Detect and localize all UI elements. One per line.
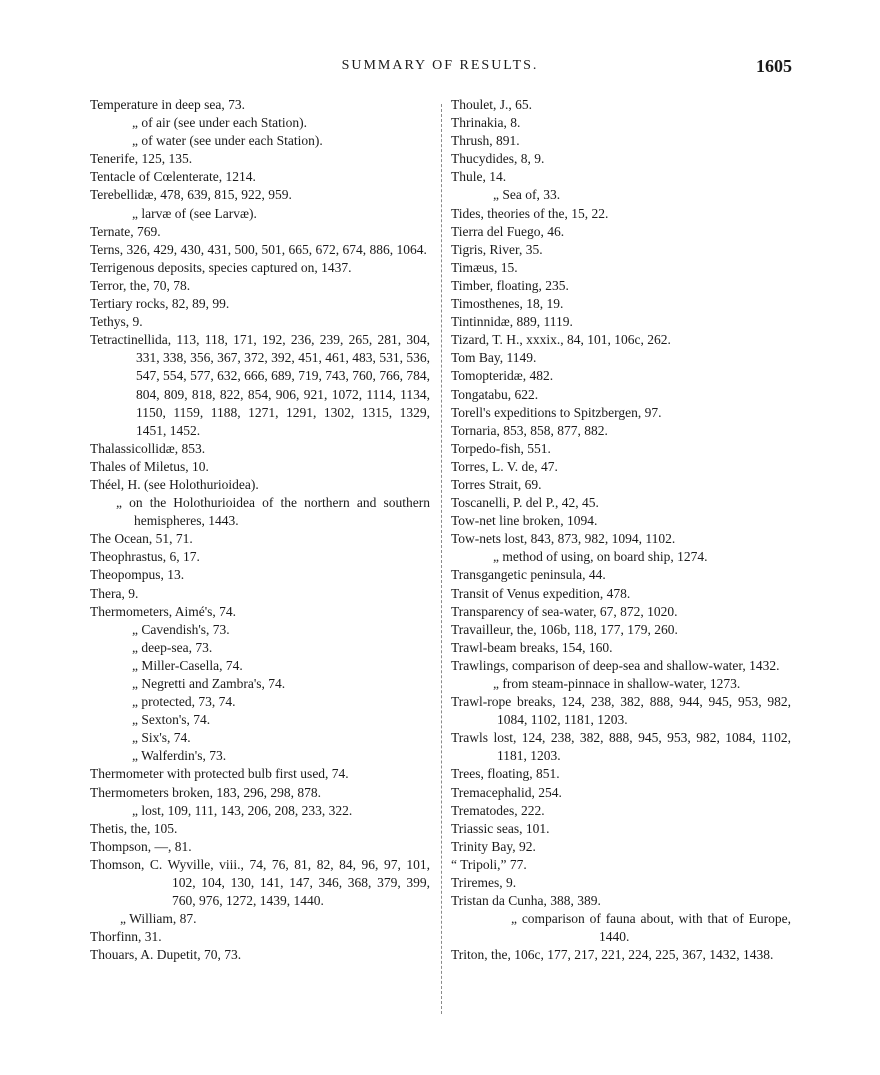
index-entry: Timber, floating, 235. [451, 277, 569, 293]
index-entry: Theopompus, 13. [90, 567, 185, 583]
index-entry: „ comparison of fauna about, with that of Europe, 1440. [511, 911, 791, 945]
index-entry: Transgangetic peninsula, 44. [451, 567, 606, 583]
index-entry: Terebellidæ, 478, 639, 815, 922, 959. [90, 187, 292, 203]
index-entry: Toscanelli, P. del P., 42, 45. [451, 495, 599, 511]
index-entry: Tenerife, 125, 135. [90, 151, 193, 167]
index-entry: Thermometers, Aimé's, 74. [90, 603, 237, 619]
index-entry: Thompson, —, 81. [90, 838, 192, 854]
index-column-right [451, 96, 791, 965]
index-entry: Tizard, T. H., xxxix., 84, 101, 106c, 262. [451, 332, 671, 348]
index-entry: Tertiary rocks, 82, 89, 99. [90, 296, 230, 312]
index-entry: „ Cavendish's, 73. [132, 621, 230, 637]
running-head: SUMMARY OF RESULTS. [341, 58, 539, 73]
index-entry: Trawl-rope breaks, 124, 238, 382, 888, 944, 945, 953, 982, 1084, 1102, 1181, 1203. [451, 694, 791, 728]
index-entry: Trematodes, 222. [451, 802, 545, 818]
index-entry: Tornaria, 853, 858, 877, 882. [451, 422, 608, 438]
index-entry: „ deep-sea, 73. [132, 639, 213, 655]
index-entry: Tristan da Cunha, 388, 389. [451, 893, 601, 909]
index-column-left [90, 96, 430, 965]
index-entry: „ Six's, 74. [132, 730, 191, 746]
index-entry: „ Walferdin's, 73. [132, 748, 227, 764]
index-entry: Thorfinn, 31. [90, 929, 162, 945]
index-entry: Thrush, 891. [451, 133, 520, 149]
index-entry: Trawlings, comparison of deep-sea and shallow-water, 1432. [451, 657, 780, 673]
index-entry: Thrinakia, 8. [451, 115, 521, 131]
index-entry: Thera, 9. [90, 585, 139, 601]
index-entry: Timosthenes, 18, 19. [451, 296, 564, 312]
index-entry: Thule, 14. [451, 169, 507, 185]
index-entry: „ of air (see under each Station). [132, 115, 308, 131]
index-entry: „ of water (see under each Station). [132, 133, 323, 149]
index-entry: Tintinnidæ, 889, 1119. [451, 314, 573, 330]
index-entry: Thetis, the, 105. [90, 820, 178, 836]
column-divider [441, 104, 442, 1014]
index-entry: Thalassicollidæ, 853. [90, 440, 206, 456]
index-entry: Tethys, 9. [90, 314, 143, 330]
index-entry: Triton, the, 106c, 177, 217, 221, 224, 225, 367, 1432, 1438. [451, 947, 774, 963]
index-entry: Tow-net line broken, 1094. [451, 513, 598, 529]
index-entry: Thales of Miletus, 10. [90, 458, 209, 474]
index-entry: Tides, theories of the, 15, 22. [451, 205, 609, 221]
index-entry: Torres, L. V. de, 47. [451, 458, 558, 474]
index-entry: Torell's expeditions to Spitzbergen, 97. [451, 404, 662, 420]
index-entry: „ Negretti and Zambra's, 74. [132, 676, 286, 691]
index-entry: Torpedo-fish, 551. [451, 440, 551, 456]
index-entry: Thermometers broken, 183, 296, 298, 878. [90, 784, 321, 800]
index-entry: Tetractinellida, 113, 118, 171, 192, 236, 239, 265, 281, 304, 331, 338, 356, 367, 372, 392, 451, 461, 483, 531, 536, 547, 554, 577, 632, 666, 689, 719, 743, 760, 766, 784, 804, 809, 818, 822, 854, 906, 921, 1072, 1114, 1134, 1150, 1159, 1188, 1271, 1291, 1302, 1315, 1329, 1451, 1452. [90, 332, 430, 438]
index-entry: Torres Strait, 69. [451, 476, 542, 492]
index-entry: „ lost, 109, 111, 143, 206, 208, 233, 322. [132, 802, 353, 818]
index-entry: Transit of Venus expedition, 478. [451, 585, 631, 601]
index-entry: Tom Bay, 1149. [451, 350, 537, 366]
index-entry: Thouars, A. Dupetit, 70, 73. [90, 947, 242, 963]
index-entry: Thoulet, J., 65. [451, 97, 532, 112]
index-entry: Tremacephalid, 254. [451, 784, 562, 800]
index-entry: „ William, 87. [120, 911, 197, 927]
index-entry: “ Tripoli,” 77. [451, 856, 527, 872]
index-entry: Ternate, 769. [90, 223, 161, 239]
index-entry: Theophrastus, 6, 17. [90, 549, 200, 565]
index-entry: The Ocean, 51, 71. [90, 531, 193, 547]
index-entry: Théel, H. (see Holothurioidea). [90, 476, 259, 492]
index-entry: „ Miller-Casella, 74. [132, 657, 243, 673]
index-entry: Thucydides, 8, 9. [451, 151, 545, 167]
index-entry: Tomopteridæ, 482. [451, 368, 554, 384]
index-entry: Terror, the, 70, 78. [90, 277, 191, 293]
index-entry: „ larvæ of (see Larvæ). [132, 205, 257, 221]
index-entry: Travailleur, the, 106b, 118, 177, 179, 260. [451, 621, 678, 637]
index-entry: Transparency of sea-water, 67, 872, 1020. [451, 603, 678, 619]
index-entry: Thomson, C. Wyville, viii., 74, 76, 81, 82, 84, 96, 97, 101, 102, 104, 130, 141, 147, 346, 368, 379, 399, 760, 976, 1272, 1439, 1440. [90, 856, 430, 909]
index-entry: Triassic seas, 101. [451, 820, 550, 836]
index-entry: Temperature in deep sea, 73. [90, 97, 245, 112]
index-entry: „ protected, 73, 74. [132, 694, 236, 710]
index-entry: Trinity Bay, 92. [451, 838, 536, 854]
index-entry: Tierra del Fuego, 46. [451, 223, 565, 239]
index-entry: „ Sea of, 33. [493, 187, 561, 203]
index-entry: Thermometer with protected bulb first used, 74. [90, 766, 349, 782]
index-entry: Trawl-beam breaks, 154, 160. [451, 639, 613, 655]
index-entry: „ on the Holothurioidea of the northern and southern hemispheres, 1443. [116, 495, 430, 529]
index-entry: Terns, 326, 429, 430, 431, 500, 501, 665, 672, 674, 886, 1064. [90, 241, 427, 257]
index-entry: „ method of using, on board ship, 1274. [493, 549, 708, 565]
index-entry: Tow-nets lost, 843, 873, 982, 1094, 1102. [451, 531, 676, 547]
index-entry: Trees, floating, 851. [451, 766, 560, 782]
index-entry: „ Sexton's, 74. [132, 712, 211, 728]
index-entry: Terrigenous deposits, species captured on, 1437. [90, 259, 352, 275]
index-entry: Trawls lost, 124, 238, 382, 888, 945, 953, 982, 1084, 1102, 1181, 1203. [451, 730, 791, 764]
index-entry: Triremes, 9. [451, 875, 517, 891]
index-entry: Tongatabu, 622. [451, 386, 539, 402]
index-entry: Tigris, River, 35. [451, 241, 543, 257]
page-number: 1605 [756, 56, 792, 76]
index-entry: Timæus, 15. [451, 259, 518, 275]
index-entry: „ from steam-pinnace in shallow-water, 1273. [493, 676, 741, 691]
index-entry: Tentacle of Cœlenterate, 1214. [90, 169, 256, 185]
